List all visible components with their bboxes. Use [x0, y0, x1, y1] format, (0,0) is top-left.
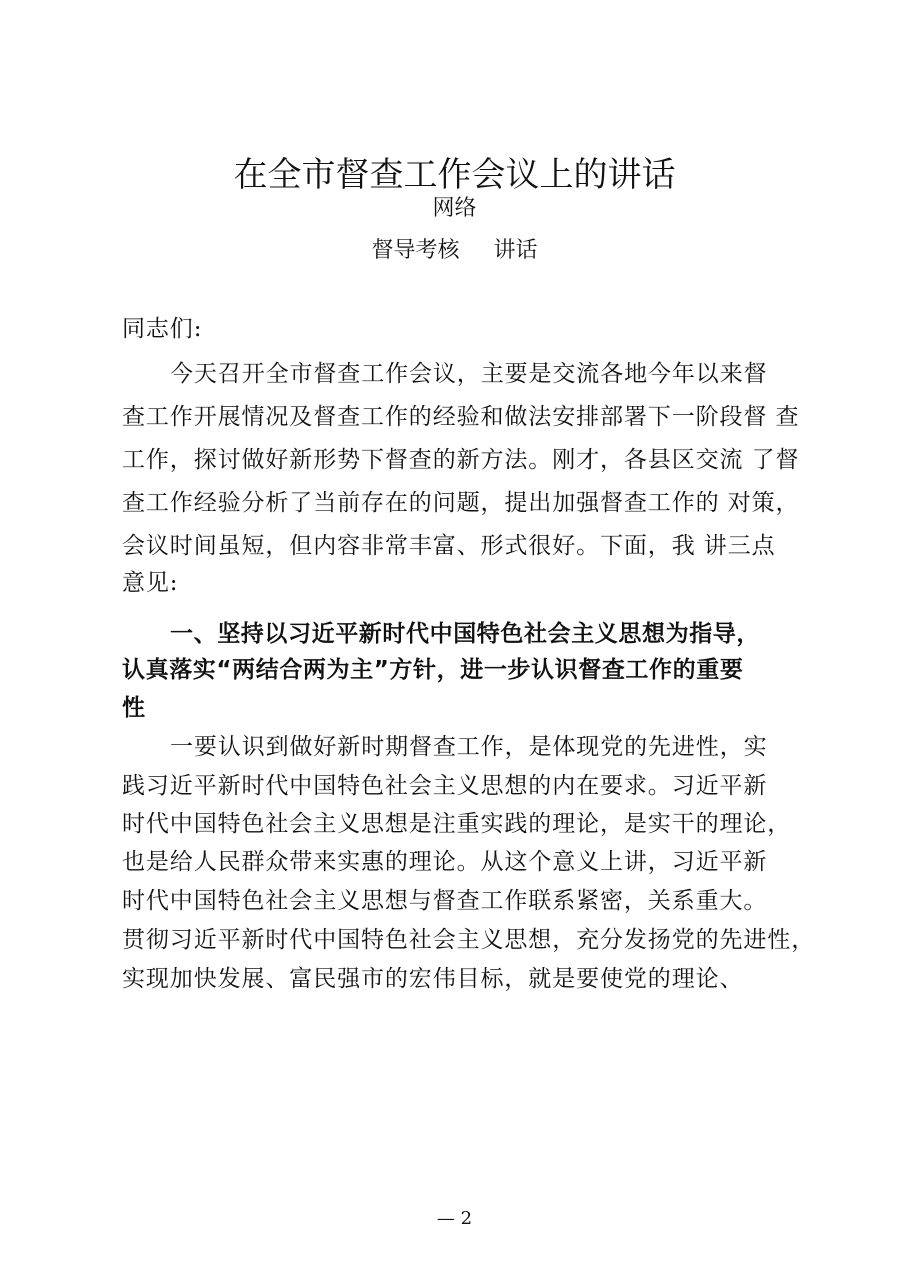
paragraph-line: 会议时间虽短，但内容非常丰富、形式很好。下面，我 讲三点	[122, 533, 776, 559]
paragraph-line: 时代中国特色社会主义思想是注重实践的理论，是实干的理论，	[122, 811, 792, 837]
paragraph-line: 查工作开展情况及督查工作的经验和做法安排部署下一阶段督 查	[122, 404, 800, 430]
paragraph-line: 查工作经验分析了当前存在的问题，提出加强督查工作的 对策，	[122, 490, 800, 516]
section-heading-line: 性	[122, 695, 146, 721]
paragraph-line: 今天召开全市督查工作会议，主要是交流各地今年以来督	[170, 361, 768, 387]
paragraph-line: 时代中国特色社会主义思想与督查工作联系紧密，关系重大。	[122, 888, 768, 914]
document-title: 在全市督查工作会议上的讲话	[233, 155, 676, 195]
document-source: 网络	[432, 196, 477, 221]
paragraph-line: 工作，探讨做好新形势下督查的新方法。刚才，各县区交流 了督	[122, 447, 800, 473]
document-tags	[0, 236, 909, 266]
section-heading-line: 一、坚持以习近平新时代中国特色社会主义思想为指导，	[170, 621, 760, 647]
salutation: 同志们:	[122, 316, 203, 342]
tag-item: 督导考核	[371, 238, 460, 263]
tag-item: 讲话	[493, 238, 538, 263]
paragraph-line: 践习近平新时代中国特色社会主义思想的内在要求。习近平新	[122, 773, 768, 799]
section-heading-line: 认真落实“两结合两为主”方针，进一步认识督查工作的重要	[122, 657, 744, 683]
paragraph-line: 一要认识到做好新时期督查工作，是体现党的先进性，实	[170, 734, 768, 760]
paragraph-line: 也是给人民群众带来实惠的理论。从这个意义上讲，习近平新	[122, 849, 768, 875]
paragraph-line: 意见:	[122, 570, 179, 596]
paragraph-line: 贯彻习近平新时代中国特色社会主义思想，充分发扬党的先进性，	[122, 927, 816, 953]
paragraph-line: 实现加快发展、富民强市的宏伟目标，就是要使党的理论、	[122, 966, 744, 992]
page-number: — 2	[436, 1208, 473, 1229]
